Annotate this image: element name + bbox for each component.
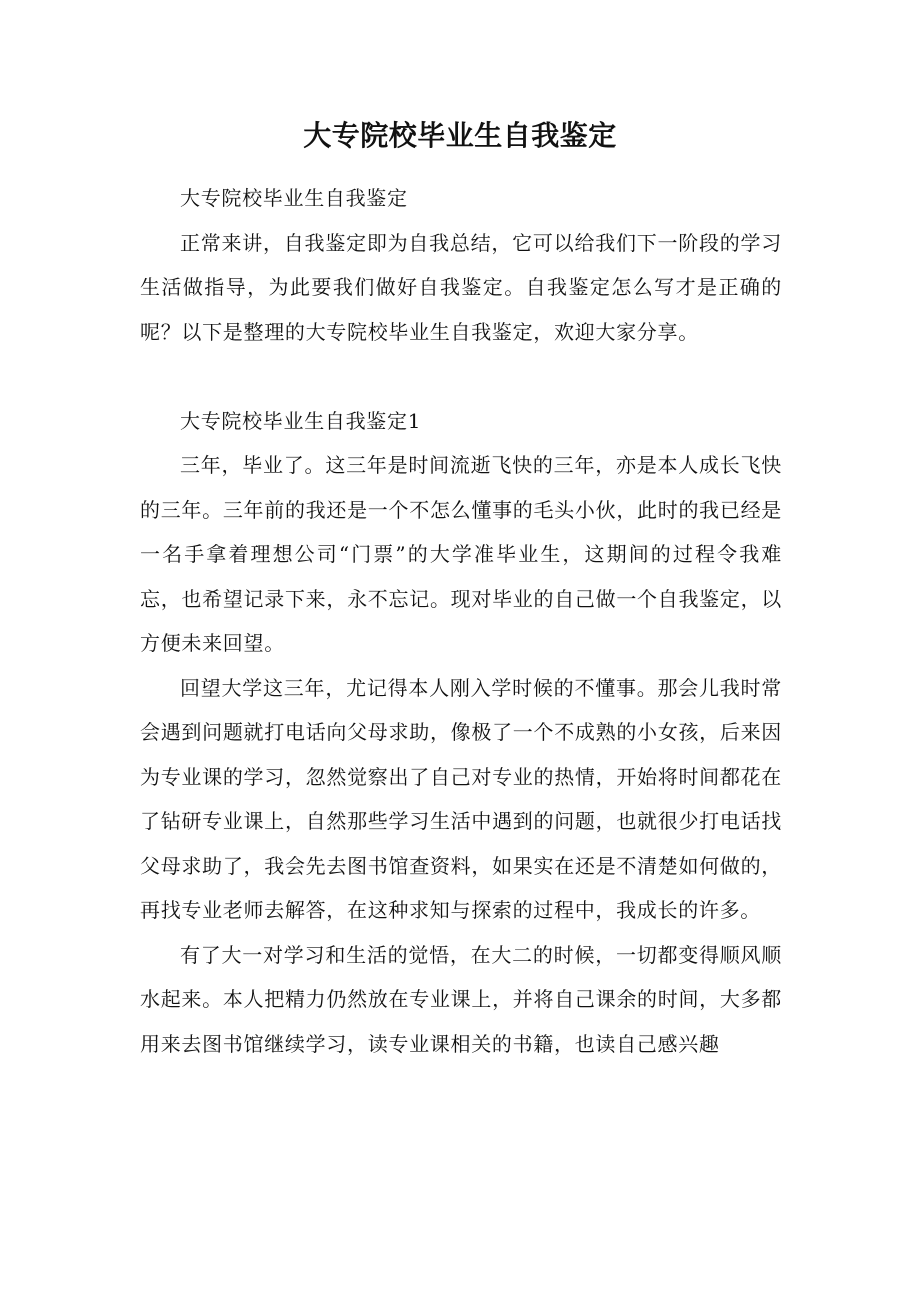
intro-paragraph: 正常来讲，自我鉴定即为自我总结，它可以给我们下一阶段的学习生活做指导，为此要我们做好自我鉴定。自我鉴定怎么写才是正确的呢？以下是整理的大专院校毕业生自我鉴定，欢迎大家分享。 (140, 230, 782, 344)
body-paragraph: 三年，毕业了。这三年是时间流逝飞快的三年，亦是本人成长飞快的三年。三年前的我还是一个不怎么懂事的毛头小伙，此时的我已经是一名手拿着理想公司“门票”的大学准毕业生，这期间的过程令我难忘，也希望记录下来，永不忘记。现对毕业的自己做一个自我鉴定，以方便未来回望。 (140, 453, 782, 655)
blank-line (140, 354, 782, 399)
body-paragraph: 有了大一对学习和生活的觉悟，在大二的时候，一切都变得顺风顺水起来。本人把精力仍然放在专业课上，并将自己课余的时间，大多都用来去图书馆继续学习，读专业课相关的书籍，也读自己感兴趣 (140, 942, 782, 1056)
section-heading: 大专院校毕业生自我鉴定1 (180, 408, 422, 433)
document-title: 大专院校毕业生自我鉴定 (303, 119, 617, 152)
document-body (140, 176, 782, 1066)
body-paragraph: 回望大学这三年，尤记得本人刚入学时候的不懂事。那会儿我时常会遇到问题就打电话向父母求助，像极了一个不成熟的小女孩，后来因为专业课的学习，忽然觉察出了自己对专业的热情，开始将时间都花在了钻研专业课上，自然那些学习生活中遇到的问题，也就很少打电话找父母求助了，我会先去图书馆查资料，如果实在还是不清楚如何做的，再找专业老师去解答，在这种求知与探索的过程中，我成长的许多。 (140, 675, 782, 922)
subtitle-paragraph: 大专院校毕业生自我鉴定 (180, 186, 408, 210)
